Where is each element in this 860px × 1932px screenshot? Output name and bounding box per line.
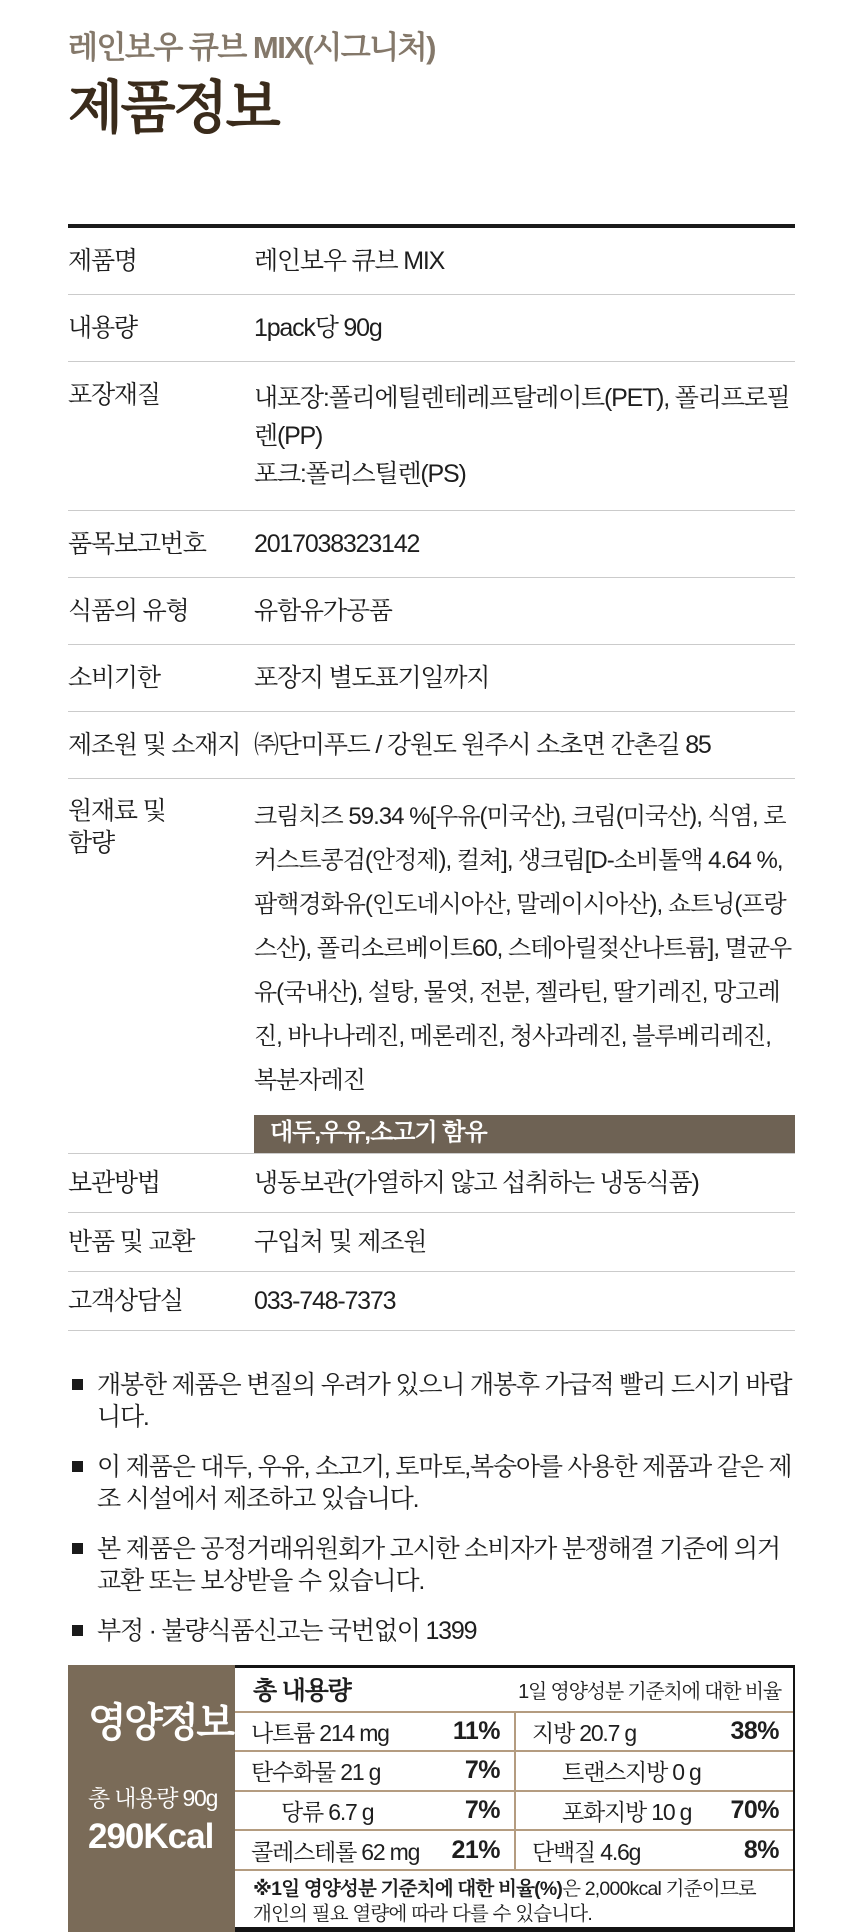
product-info-table <box>68 224 795 1331</box>
nutrient-cell-cholesterol <box>235 1831 514 1869</box>
notice-text: 부정 · 불량식품신고는 국번없이 1399 <box>97 1617 477 1645</box>
notice-item <box>68 1615 795 1647</box>
nutrition-sidebar <box>68 1665 235 1932</box>
nutrient-pct: 38% <box>730 1716 779 1745</box>
nutrient-name: 탄수화물 21 g <box>251 1759 381 1786</box>
nutrition-title: 영양정보 <box>88 1701 233 1745</box>
notice-text: 본 제품은 공정거래위원회가 고시한 소비자가 분쟁해결 기준에 의거 교환 또는 보상받을 수 있습니다. <box>97 1535 780 1595</box>
nutrient-pct: 7% <box>464 1796 500 1825</box>
notice-text: 개봉한 제품은 변질의 우려가 있으니 개봉후 가급적 빨리 드시기 바랍니다. <box>97 1371 792 1431</box>
notice-item <box>68 1369 795 1433</box>
info-row-value: 1pack당 90g <box>254 314 382 342</box>
nutrition-serving-size: 총 내용량 90g <box>88 1785 218 1811</box>
nutrient-cell-sugars <box>235 1792 514 1830</box>
nutrient-pct: 21% <box>451 1835 500 1864</box>
info-row-report-number <box>68 511 795 578</box>
page-title: 제품정보 <box>68 76 279 140</box>
nutrition-footnote-rest: 은 2,000kcal 기준이므로 개인의 필요 열량에 따라 다를 수 있습니다. <box>253 1878 756 1925</box>
nutrition-row-carb-transfat <box>235 1752 793 1792</box>
bullet-square-icon <box>72 1625 83 1636</box>
nutrient-cell-saturated-fat <box>514 1792 793 1830</box>
info-row-value: 유함유가공품 <box>254 597 392 625</box>
allergen-badge: 대두,우유,소고기 함유 <box>254 1115 795 1153</box>
nutrient-pct: 7% <box>464 1756 500 1785</box>
notice-item <box>68 1533 795 1597</box>
info-row-value: ㈜단미푸드 / 강원도 원주시 소초면 간촌길 85 <box>254 731 711 759</box>
nutrient-name: 콜레스테롤 62 mg <box>251 1838 420 1865</box>
nutrition-header-left: 총 내용량 <box>253 1677 351 1706</box>
info-row-label: 소비기한 <box>68 664 160 692</box>
allergen-badge-row <box>68 1115 795 1154</box>
info-row-label: 식품의 유형 <box>68 597 189 625</box>
notice-text: 이 제품은 대두, 우유, 소고기, 토마토,복숭아를 사용한 제품과 같은 제조 시설에서 제조하고 있습니다. <box>97 1453 792 1513</box>
info-row-storage <box>68 1154 795 1213</box>
info-row-label: 내용량 <box>68 314 137 342</box>
info-row-packaging <box>68 362 795 511</box>
info-row-label: 제조원 및 소재지 <box>68 731 241 759</box>
ingredients-label-line-1: 원재료 및 <box>68 797 166 825</box>
nutrition-header-right: 1일 영양성분 기준치에 대한 비율 <box>518 1680 781 1703</box>
info-row-label: 보관방법 <box>68 1169 160 1197</box>
info-row-value: 구입처 및 제조원 <box>254 1228 427 1256</box>
nutrition-row-sugar-satfat <box>235 1792 793 1832</box>
info-row-manufacturer <box>68 712 795 779</box>
info-row-food-type <box>68 578 795 645</box>
info-row-ingredients <box>68 779 795 1103</box>
notice-item <box>68 1451 795 1515</box>
nutrition-header <box>235 1668 793 1713</box>
info-row-label: 품목보고번호 <box>68 530 206 558</box>
nutrient-cell-protein <box>514 1831 793 1869</box>
notice-list <box>68 1369 795 1647</box>
nutrition-calories: 290Kcal <box>88 1817 214 1856</box>
info-row-expiry <box>68 645 795 712</box>
bullet-square-icon <box>72 1543 83 1554</box>
info-row-label: 반품 및 교환 <box>68 1228 195 1256</box>
info-row-label <box>68 795 254 1103</box>
info-row-label: 포장재질 <box>68 381 160 409</box>
nutrition-footnote <box>235 1871 793 1927</box>
nutrition-table <box>235 1665 795 1932</box>
info-row-value: 냉동보관(가열하지 않고 섭취하는 냉동식품) <box>254 1169 699 1197</box>
bullet-square-icon <box>72 1461 83 1472</box>
info-row-product-name <box>68 228 795 295</box>
packaging-line-1: 내포장:폴리에틸렌테레프탈레이트(PET), 폴리프로필렌(PP) <box>254 384 790 450</box>
ingredients-text: 크림치즈 59.34 %[우유(미국산), 크림(미국산), 식염, 로커스트콩검(안정제), 컬쳐], 생크림[D-소비톨액 4.64 %, 팜핵경화유(인도네시아산, 말레이시아산), 쇼트닝(프랑스산), 폴리소르베이트60, 스테아릴젖산나트륨], 멸균우유(국내산), 설탕, 물엿, 전분, 젤라틴, 딸기레진, 망고레진, 바나나레진, 메론레진, 청사과레진, 블루베리레진, 복분자레진 <box>254 803 792 1094</box>
info-row-label: 제품명 <box>68 247 137 275</box>
nutrient-cell-carbohydrate <box>235 1752 514 1790</box>
nutrient-cell-trans-fat <box>514 1752 793 1790</box>
nutrient-name: 단백질 4.6g <box>532 1838 641 1865</box>
nutrition-footnote-bold: ※1일 영양성분 기준치에 대한 비율(%) <box>253 1878 563 1900</box>
info-row-value <box>254 379 795 493</box>
info-row-label: 고객상담실 <box>68 1287 183 1315</box>
nutrient-name: 지방 20.7 g <box>532 1719 636 1746</box>
nutrient-name: 당류 6.7 g <box>281 1799 374 1826</box>
nutrient-pct: 8% <box>743 1835 779 1864</box>
nutrient-cell-sodium <box>235 1713 514 1751</box>
bullet-square-icon <box>72 1379 83 1390</box>
info-row-value: 레인보우 큐브 MIX <box>254 247 445 275</box>
nutrient-name: 포화지방 10 g <box>562 1799 692 1826</box>
info-row-customer-service <box>68 1272 795 1331</box>
nutrition-panel <box>68 1665 795 1932</box>
info-row-returns <box>68 1213 795 1272</box>
nutrient-pct: 11% <box>452 1716 500 1745</box>
customer-service-phone: 033-748-7373 <box>254 1287 396 1315</box>
packaging-line-2: 포크:폴리스틸렌(PS) <box>254 460 466 488</box>
info-row-value: 포장지 별도표기일까지 <box>254 664 490 692</box>
nutrient-cell-fat <box>514 1713 793 1751</box>
nutrition-row-cholesterol-protein <box>235 1831 793 1871</box>
product-name-subtitle: 레인보우 큐브 MIX(시그니처) <box>68 30 435 65</box>
ingredients-label-line-2: 함량 <box>68 829 114 857</box>
info-row-net-weight <box>68 295 795 362</box>
nutrient-name: 트랜스지방 0 g <box>562 1759 701 1786</box>
info-row-value: 2017038323142 <box>254 530 420 558</box>
nutrient-pct: 70% <box>730 1796 779 1825</box>
nutrient-name: 나트륨 214 mg <box>251 1719 389 1746</box>
nutrition-row-sodium-fat <box>235 1713 793 1753</box>
